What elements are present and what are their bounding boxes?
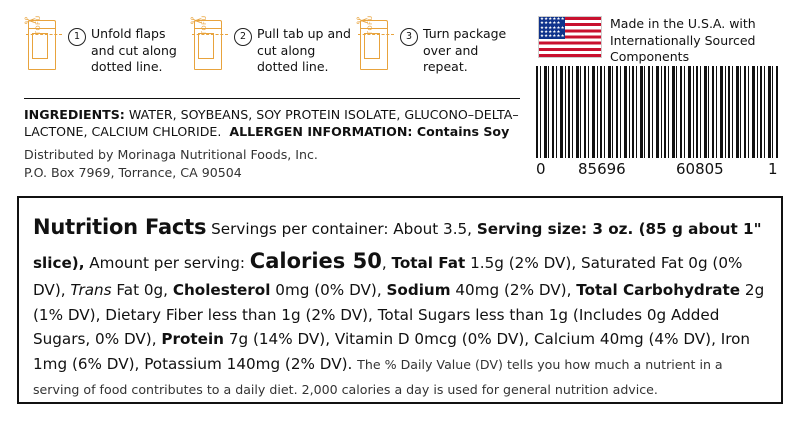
carton-label-text: TOFU — [34, 15, 42, 35]
nutrient-amount: 40mg — [599, 330, 644, 349]
calories-value: 50 — [352, 249, 382, 274]
nutrition-facts-panel — [17, 196, 783, 404]
nutrient-calcium: Calcium 40mg (4% DV), — [533, 330, 721, 349]
nutrient-amount: Fat 0g — [116, 281, 164, 300]
distributor-block — [24, 146, 524, 182]
nutrient-dv: (0% DV) — [33, 254, 743, 300]
carton-illustration-1 — [24, 14, 64, 74]
allergen-text: Contains Soy — [412, 124, 510, 140]
distributor-line-2: P.O. Box 7969, Torrance, CA 90504 — [24, 164, 242, 180]
nutrient-total-fat: Total Fat 1.5g (2% DV), — [391, 254, 581, 273]
nutrient-amount: 0g — [688, 254, 708, 273]
ingredients-block — [24, 106, 524, 141]
nutrient-iron: Iron 1mg (6% DV), — [33, 330, 751, 373]
nutrient-potassium — [144, 355, 357, 373]
nutrient-name: Trans — [70, 281, 112, 300]
nutrient-dv: (14% DV) — [252, 330, 326, 349]
step-number-2: 2 — [234, 28, 252, 46]
nutrition-facts-title: Nutrition Facts — [33, 215, 207, 239]
flag-stars: ★★★★★★ ★★★★★ ★★★★★★ ★★★★★ ★★★★★★ — [540, 17, 565, 39]
nutrient-amount: less than 1g — [207, 305, 301, 324]
origin-block — [538, 16, 788, 66]
carton-flap — [360, 20, 388, 29]
nutrient-dv: (2% DV) — [305, 305, 369, 324]
allergen-heading: ALLERGEN INFORMATION: — [229, 124, 413, 140]
carton-label-text: TOFU — [200, 15, 208, 35]
calories-comma: , — [381, 254, 387, 273]
nutrient-amount: 0mg — [275, 281, 310, 300]
step-text-3: Turn package over and repeat. — [423, 26, 507, 75]
nutrient-cholesterol: Cholesterol 0mg (0% DV), — [172, 281, 387, 300]
nutrient-name: Saturated Fat — [581, 254, 684, 273]
nutrient-dv: (4% DV) — [648, 330, 712, 349]
nutrient-amount: 7g — [228, 330, 249, 349]
nutrient-total-carbohydrate: Total Carbohydrate 2g (1% DV), — [33, 281, 765, 324]
nutrient-amount: 0mcg — [414, 330, 457, 349]
nutrient-name: Total Sugars — [377, 305, 471, 324]
servings-per-container: Servings per container: About 3.5, — [211, 220, 473, 238]
nutrient-dv: (2% DV). — [284, 354, 353, 373]
nutrient-dv: (0% DV) — [314, 281, 377, 300]
barcode-check-digit: 1 — [768, 160, 778, 178]
barcode-right-group: 60805 — [676, 160, 724, 178]
nutrient-name: Iron — [720, 330, 751, 349]
calories-label: Calories — [249, 249, 353, 274]
nutrient-name: Total Carbohydrate — [576, 281, 741, 300]
carton-illustration-3 — [356, 14, 396, 74]
carton-flap — [28, 20, 56, 29]
daily-value-footnote: The % Daily Value (DV) tells you how much a nutrient in a serving of food contributes to a daily diet. 2,000 calories a day is used for general nutrition advice. — [33, 356, 723, 397]
distributor-line-1: Distributed by Morinaga Nutritional Foods, Inc. — [24, 147, 318, 162]
barcode-left-group: 85696 — [578, 160, 626, 178]
nutrient-amount: 40mg — [455, 281, 500, 300]
nutrient-total-sugars: Total Sugars less than 1g (Includes 0g Added Sugars, 0% DV), — [33, 305, 720, 349]
step-text-1: Unfold flaps and cut along dotted line. — [91, 26, 177, 75]
tofu-carton — [28, 15, 56, 70]
nutrient-name: Cholesterol — [172, 281, 271, 300]
nutrient-amount: 1mg — [33, 354, 68, 373]
nutrition-facts-text — [33, 210, 767, 401]
nutrient-name: Total Fat — [391, 254, 466, 273]
nutrient-protein: Protein 7g (14% DV), — [161, 330, 335, 349]
carton-illustration-2 — [190, 14, 230, 74]
scissors-icon: ✂ — [190, 12, 203, 30]
nutrient-amount: less than 1g — [475, 305, 569, 324]
barcode-lead-digit: 0 — [536, 160, 546, 178]
ingredients-list: WATER, SOYBEANS, SOY PROTEIN ISOLATE, GLUCONO–DELTA–LACTONE, CALCIUM CHLORIDE. — [24, 107, 519, 140]
barcode-digits — [536, 160, 778, 178]
amount-per-serving-label: Amount per serving: — [89, 254, 250, 273]
nutrient-dv: (2% DV) — [503, 281, 567, 300]
nutrient-dv: (1% DV) — [33, 305, 96, 324]
nutrient-amount: 1.5g — [470, 254, 504, 273]
tofu-carton — [360, 15, 388, 70]
instruction-step-2 — [190, 14, 356, 76]
made-in-usa-text: Made in the U.S.A. with Internationally Sourced Components — [610, 16, 756, 65]
step-number-1: 1 — [68, 28, 86, 46]
barcode-block — [536, 66, 778, 178]
instructions-strip — [24, 14, 524, 96]
instruction-step-1 — [24, 14, 190, 76]
usa-flag-icon — [538, 16, 602, 58]
tofu-carton — [194, 15, 222, 70]
nutrient-sodium: Sodium 40mg (2% DV), — [386, 281, 577, 300]
scissors-icon: ✂ — [24, 12, 37, 30]
instruction-step-3 — [356, 14, 522, 76]
serving-size: Serving size: 3 oz. (85 g about 1" slice), — [33, 220, 762, 273]
nutrient-trans-fat: Trans Fat 0g, — [70, 281, 173, 300]
step-number-3: 3 — [400, 28, 418, 46]
carton-label-text: TOFU — [366, 15, 374, 35]
nutrient-name: Protein — [161, 330, 224, 349]
ingredients-heading: INGREDIENTS: — [24, 107, 125, 122]
nutrient-dv: (6% DV) — [71, 354, 135, 373]
carton-flap — [194, 20, 222, 29]
nutrient-name: Calcium — [533, 330, 596, 349]
nutrient-vitamin-d: Vitamin D 0mcg (0% DV), — [334, 330, 534, 349]
nutrient-dietary-fiber: Dietary Fiber less than 1g (2% DV), — [105, 305, 378, 324]
nutrient-amount: 2g — [744, 281, 765, 300]
nutrient-name: Sodium — [386, 281, 451, 300]
nutrient-saturated-fat: Saturated Fat 0g (0% DV), — [33, 254, 743, 300]
nutrient-dv: (Includes 0g Added Sugars, 0% DV) — [33, 305, 720, 349]
upc-barcode — [536, 66, 778, 158]
nutrient-name: Dietary Fiber — [105, 305, 203, 324]
nutrient-name: Vitamin D — [334, 330, 410, 349]
nutrient-amount: 140mg — [226, 354, 281, 373]
nutrient-dv: (2% DV) — [508, 254, 572, 273]
divider-rule — [24, 98, 520, 99]
scissors-icon: ✂ — [356, 12, 369, 30]
nutrient-name: Potassium — [144, 354, 222, 373]
nutrient-dv: (0% DV) — [461, 330, 525, 349]
step-text-2: Pull tab up and cut along dotted line. — [257, 26, 351, 75]
